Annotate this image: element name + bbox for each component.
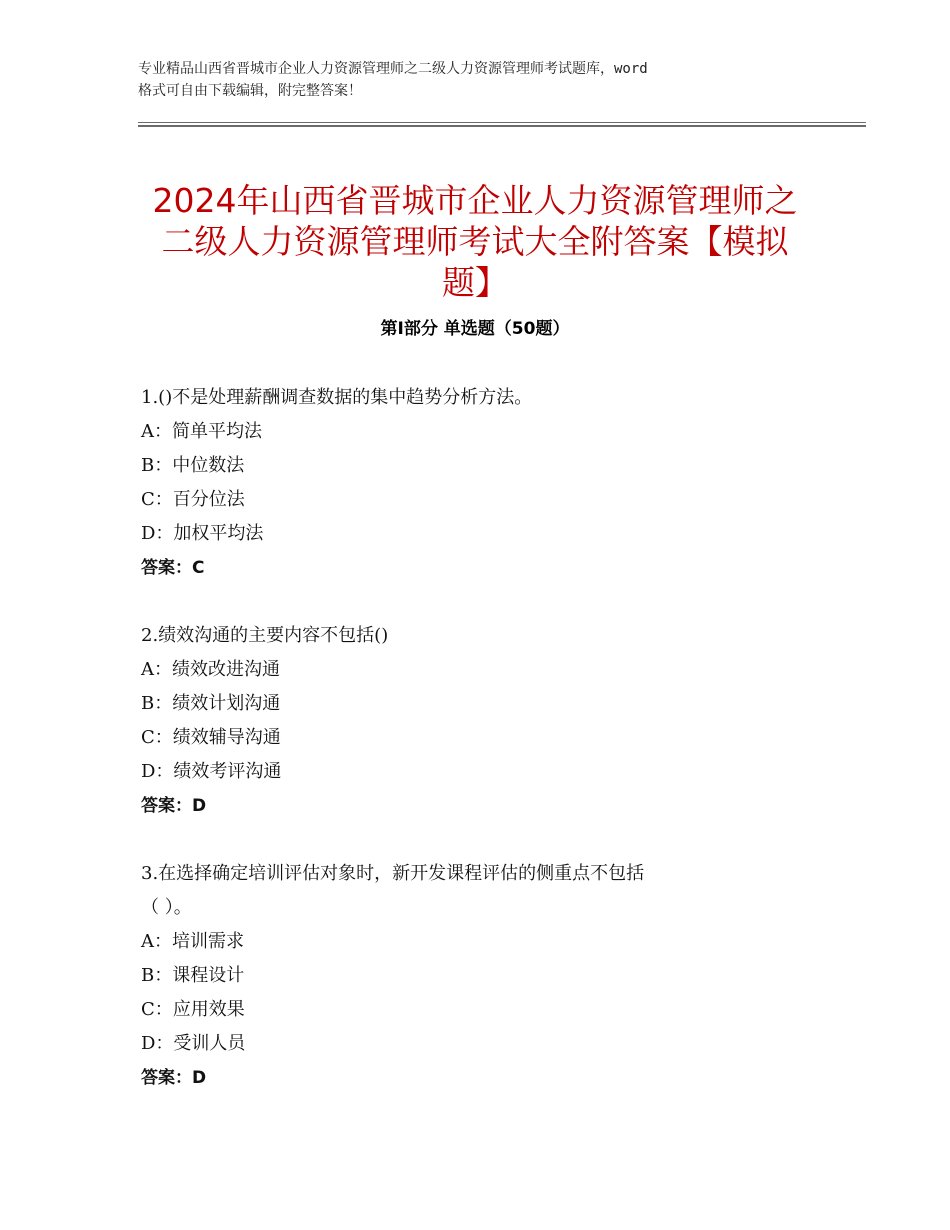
option-a: A：培训需求	[141, 931, 244, 952]
question-stem: 3.在选择确定培训评估对象时，新开发课程评估的侧重点不包括	[141, 863, 645, 884]
question-3	[141, 857, 861, 1095]
option-a: A：绩效改进沟通	[141, 659, 280, 680]
document-title-line-3: 题】	[442, 263, 508, 303]
option-b: B：中位数法	[141, 455, 245, 476]
question-stem: 2.绩效沟通的主要内容不包括()	[141, 625, 389, 646]
option-d: D：绩效考评沟通	[141, 761, 282, 782]
option-c: C：绩效辅导沟通	[141, 727, 281, 748]
question-stem: 1.()不是处理薪酬调查数据的集中趋势分析方法。	[141, 387, 533, 408]
answer-line: 答案：D	[141, 1068, 207, 1088]
document-title-line-1: 2024年山西省晋城市企业人力资源管理师之	[152, 181, 798, 221]
document-title	[120, 180, 830, 303]
section-heading: 第Ⅰ部分 单选题（50题）	[380, 319, 570, 339]
question-1	[141, 381, 861, 585]
question-stem-continued: （ ）。	[141, 897, 192, 918]
option-b: B：课程设计	[141, 965, 245, 986]
question-2	[141, 619, 861, 823]
option-d: D：受训人员	[141, 1033, 246, 1054]
option-c: C：百分位法	[141, 489, 245, 510]
answer-line: 答案：C	[141, 558, 205, 578]
header-divider-thick	[138, 125, 866, 127]
header-note-line-2: 格式可自由下载编辑，附完整答案！	[138, 83, 362, 99]
document-title-line-2: 二级人力资源管理师考试大全附答案【模拟	[161, 222, 789, 262]
header-note	[138, 58, 828, 102]
option-a: A：简单平均法	[141, 421, 262, 442]
header-divider-thin	[138, 122, 866, 123]
option-c: C：应用效果	[141, 999, 245, 1020]
answer-line: 答案：D	[141, 796, 207, 816]
option-b: B：绩效计划沟通	[141, 693, 281, 714]
option-d: D：加权平均法	[141, 523, 264, 544]
header-note-line-1: 专业精品山西省晋城市企业人力资源管理师之二级人力资源管理师考试题库，word	[138, 61, 648, 77]
